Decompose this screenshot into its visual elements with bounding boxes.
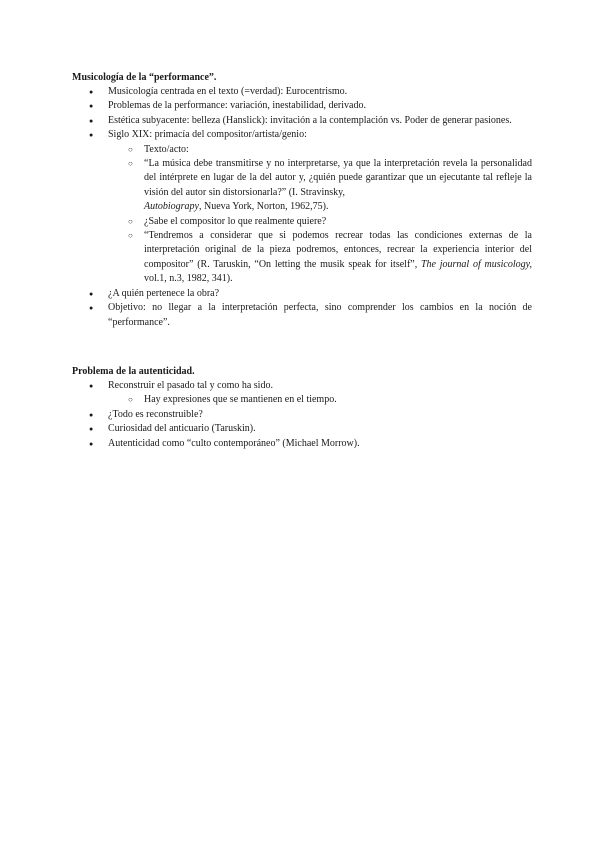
list-item: ● Siglo XIX: primacía del compositor/artista/genio: — [72, 128, 532, 142]
list-item: ● Problemas de la performance: variación, inestabilidad, derivado. — [72, 99, 532, 113]
sub-list-item-quote-stravinsky — [72, 157, 532, 215]
citation-tail: vol.1, n.3, 1982, 341). — [144, 273, 233, 285]
list-item: ● Curiosidad del anticuario (Taruskin). — [72, 422, 532, 436]
sub-list-item: ○ Hay expresiones que se mantienen en el tiempo. — [72, 393, 532, 407]
sub-list-item: ○ ¿Sabe el compositor lo que realmente quiere? — [72, 215, 532, 229]
list-item: ● ¿Todo es reconstruible? — [72, 408, 532, 422]
list-item: ● Objetivo: no llegar a la interpretación perfecta, sino comprender los cambios en la noción de “performance”. — [72, 301, 532, 330]
bullet-list — [72, 85, 532, 330]
section-autenticidad — [72, 365, 532, 451]
journal-title: The journal of musicology, — [420, 258, 532, 270]
sub-list-item-quote-taruskin — [72, 229, 532, 287]
quote-text: “Tendremos a considerar que si podemos recrear todas las condiciones externas de la interpretación original de la pieza podremos, entonces, recrear la experiencia interior del compositor” (R. Taruskin, “On letting the musik speak for itself”, — [144, 230, 532, 270]
sub-list-item: ○ Texto/acto: — [72, 143, 532, 157]
list-item: ● Musicología centrada en el texto (=verdad): Eurocentrismo. — [72, 85, 532, 99]
citation-tail: , Nueva York, Norton, 1962,75). — [199, 201, 329, 213]
list-item: ● Estética subyacente: belleza (Hanslick): invitación a la contemplación vs. Poder de generar pasiones. — [72, 114, 532, 128]
list-item: ● Reconstruir el pasado tal y como ha sido. — [72, 379, 532, 393]
bullet-list — [72, 379, 532, 451]
section-performance — [72, 71, 532, 330]
quote-text: “La música debe transmitirse y no interpretarse, ya que la interpretación revela la personalidad del intérprete en lugar de la del autor y, ¿quién puede garantizar que un ejecutante tal refleje la visión del autor sin distorsionarla?” (I. Stravinsky, — [144, 158, 532, 198]
list-item: ● Autenticidad como “culto contemporáneo” (Michael Morrow). — [72, 437, 532, 451]
section-heading: Problema de la autenticidad. — [72, 366, 195, 377]
list-item: ● ¿A quién pertenece la obra? — [72, 287, 532, 301]
section-heading: Musicología de la “performance”. — [72, 72, 217, 83]
book-title: Autobiograpy — [144, 201, 199, 213]
